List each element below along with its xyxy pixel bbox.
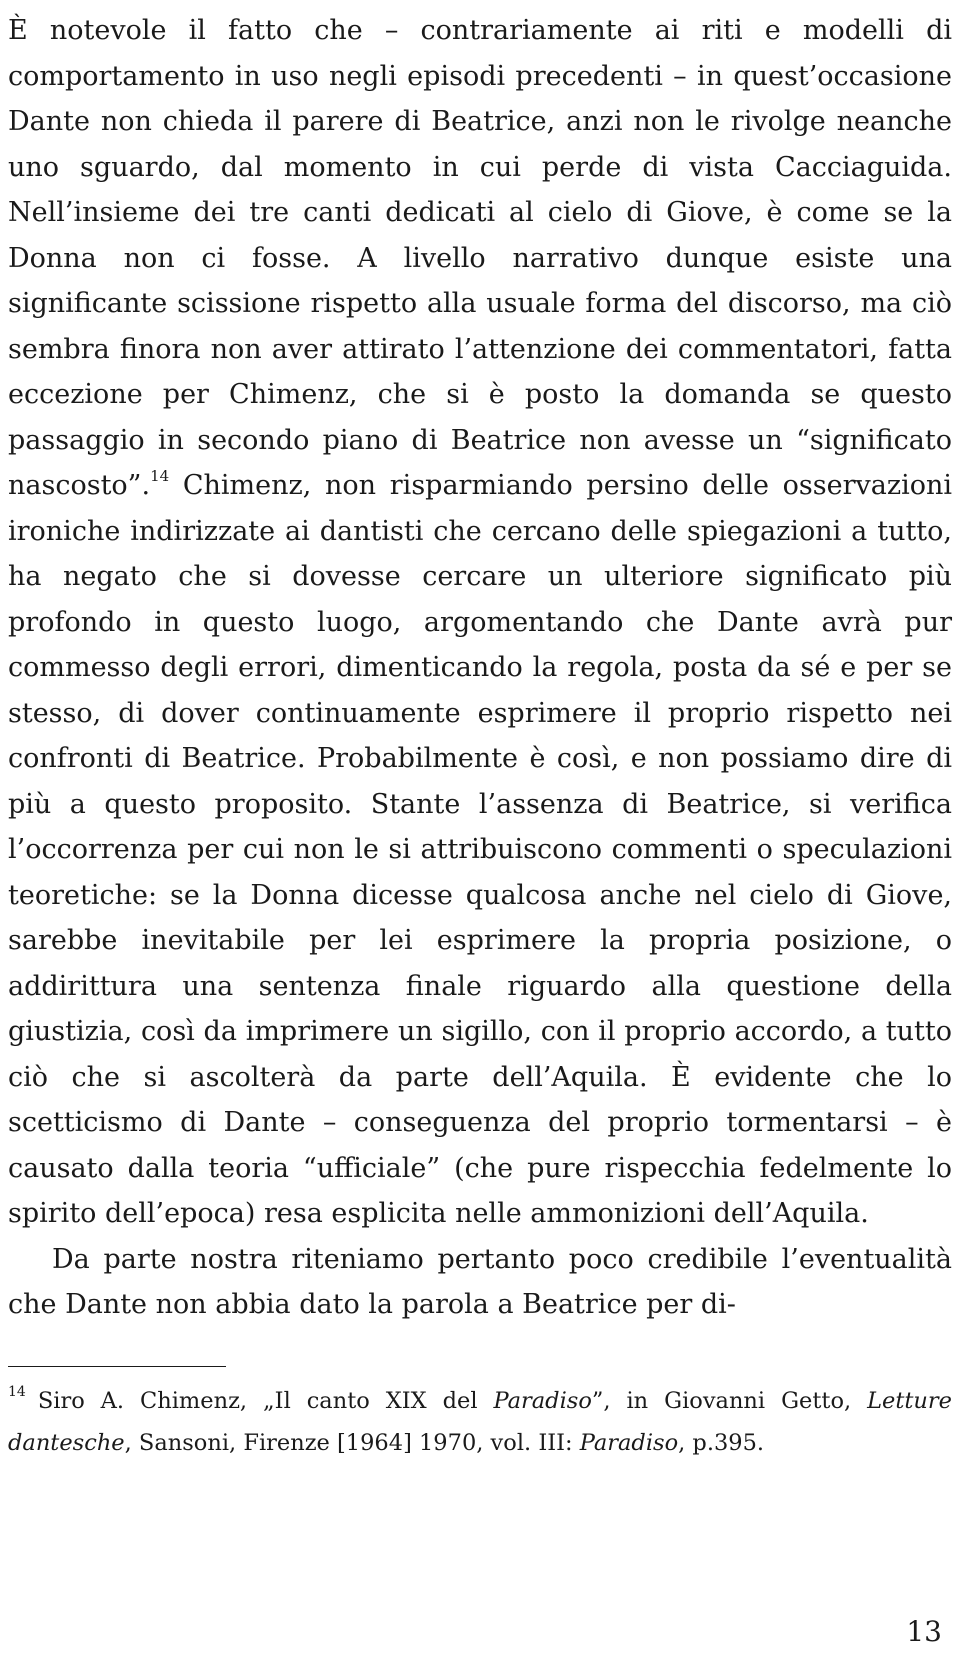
footnote-text-d: , p.395. bbox=[678, 1430, 765, 1456]
page bbox=[8, 0, 952, 1670]
page-number: 13 bbox=[906, 1615, 942, 1648]
footnote-reference-14[interactable]: 14 bbox=[150, 467, 170, 485]
footnote-text-c: , Sansoni, Firenze [1964] 1970, vol. III: bbox=[124, 1430, 580, 1456]
footnote-title-paradiso-2: Paradiso bbox=[579, 1430, 679, 1456]
footnote-text-a: Siro A. Chimenz, „Il canto XIX del bbox=[37, 1388, 494, 1414]
paragraph-1-text-a: È notevole il fatto che – contrariamente ai riti e modelli di comportamento in uso negli episodi precedenti – in quest’occasione Dante non chieda il parere di Beatrice, anzi non le rivolge neanche uno sguardo, dal momento in cui perde di vista Cacciaguida. Nell’insieme dei tre canti dedicati al cielo di Giove, è come se la Donna non ci fosse. A livello narrativo dunque esiste una significante scissione rispetto alla usuale forma del discorso, ma ciò sembra finora non aver attirato l’attenzione dei commentatori, fatta eccezione per Chimenz, che si è posto la domanda se questo passaggio in secondo piano di Beatrice non avesse un “significato nascosto”. bbox=[8, 15, 952, 501]
paragraph-1 bbox=[8, 8, 952, 1237]
body-text bbox=[8, 8, 952, 1328]
footnote-marker: 14 bbox=[8, 1384, 26, 1400]
paragraph-2: Da parte nostra riteniamo pertanto poco credibile l’eventualità che Dante non abbia dato la parola a Beatrice per di- bbox=[8, 1243, 952, 1320]
paragraph-1-text-b: Chimenz, non risparmiando persino delle osservazioni ironiche indirizzate ai dantisti che cercano delle spiegazioni a tutto, ha negato che si dovesse cercare un ulteriore significato più profondo in questo luogo, argomentando che Dante avrà pur commesso degli errori, dimenticando la regola, posta da sé e per se stesso, di dover continuamente esprimere il proprio rispetto nei confronti di Beatrice. Probabilmente è così, e non possiamo dire di più a questo proposito. Stante l’assenza di Beatrice, si verifica l’occorrenza per cui non le si attribuiscono commenti o speculazioni teoretiche: se la Donna dicesse qualcosa anche nel cielo di Giove, sarebbe inevitabile per lei esprimere la propria posizione, o addirittura una sentenza finale riguardo alla questione della giustizia, così da imprimere un sigillo, con il proprio accordo, a tutto ciò che si ascolterà da parte dell’Aquila. È evidente che lo scetticismo di Dante – conseguenza del proprio tormentarsi – è causato dalla teoria “ufficiale” (che pure rispecchia fedelmente lo spirito dell’epoca) resa esplicita nelle ammonizioni dell’Aquila. bbox=[8, 470, 952, 1229]
footnote-14 bbox=[8, 1380, 952, 1464]
footnote-separator bbox=[8, 1366, 226, 1367]
footnote-title-letture-dantesche: Letture dantesche bbox=[8, 1388, 952, 1456]
footnote-text-b: ”, in Giovanni Getto, bbox=[591, 1388, 868, 1414]
footnote-title-paradiso: Paradiso bbox=[493, 1388, 592, 1414]
